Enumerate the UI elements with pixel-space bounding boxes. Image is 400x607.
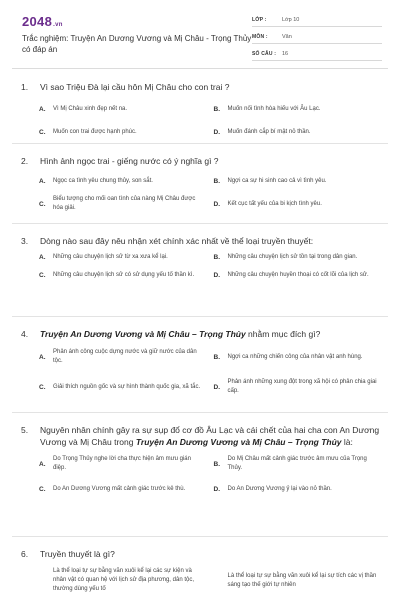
- option-grid: [12, 253, 388, 280]
- meta-row-class: [252, 13, 382, 27]
- question-stem: [12, 81, 388, 93]
- option-letter: A.: [39, 353, 46, 361]
- question-list: [12, 70, 388, 607]
- question-text: Truyền thuyết là gì?: [40, 549, 115, 559]
- option-b[interactable]: [214, 567, 389, 594]
- meta-count-value: 16: [282, 50, 289, 57]
- question-3: [12, 224, 388, 317]
- meta-subject-key: MÔN :: [252, 33, 268, 40]
- option-text: Những câu chuyện lịch sử có sử dụng yếu tố thần kì.: [53, 272, 195, 278]
- option-text: Những câu chuyện lịch sử từ xa xưa kể lại.: [53, 254, 168, 260]
- option-b[interactable]: [214, 177, 389, 186]
- option-text: Ngợi ca những chiến công của nhân vật anh hùng.: [227, 353, 363, 360]
- option-letter: A.: [39, 178, 46, 185]
- option-a[interactable]: [39, 177, 214, 186]
- meta-class-value: Lớp 10: [282, 16, 300, 23]
- question-2: [12, 144, 388, 224]
- option-letter: B.: [213, 460, 220, 468]
- question-number: 4.: [21, 329, 29, 339]
- option-letter: D.: [213, 129, 220, 136]
- option-letter: D.: [213, 486, 220, 493]
- page-title: Trắc nghiệm: Truyện An Dương Vương và Mị Châu - Trọng Thủy có đáp án: [22, 34, 252, 54]
- option-text: Biểu tượng cho mối oan tình của nàng Mị Châu được hóa giải.: [53, 196, 196, 211]
- option-letter: C.: [39, 272, 46, 279]
- question-stem: [12, 235, 388, 247]
- option-letter: C.: [39, 486, 46, 493]
- question-number: 3.: [21, 236, 29, 246]
- option-text: Ngợi ca sự hi sinh cao cả vì tình yêu.: [227, 178, 327, 184]
- meta-class-key: LỚP :: [252, 16, 267, 23]
- question-4: [12, 317, 388, 413]
- option-text: Là thể loại tự sự bằng văn xuôi kể lại sự tích các vị thần sáng tạo thế giới tự nhiên: [227, 572, 377, 588]
- option-text: Do An Dương Vương ỷ lại vào nỏ thần.: [227, 486, 332, 492]
- option-letter: D.: [213, 272, 220, 279]
- question-text-tail: là:: [341, 437, 353, 447]
- option-text: Giải thích nguồn gốc và sự hình thành quốc gia, xã tắc.: [53, 383, 201, 390]
- option-letter: B.: [213, 254, 220, 261]
- option-c[interactable]: [39, 378, 214, 396]
- question-text: Hình ảnh ngọc trai - giếng nước có ý nghĩa gì ?: [40, 156, 219, 166]
- logo-text: 2048: [22, 14, 53, 29]
- meta-info: [252, 13, 382, 64]
- meta-subject-value: Văn: [282, 33, 292, 40]
- option-d[interactable]: [214, 271, 389, 280]
- option-grid: [12, 177, 388, 213]
- question-6: [12, 537, 388, 607]
- option-c[interactable]: [39, 195, 214, 213]
- question-stem: [12, 548, 388, 560]
- option-letter: C.: [39, 383, 46, 391]
- option-a[interactable]: [39, 105, 214, 114]
- option-text: Muốn đánh cắp bí mật nỏ thần.: [227, 129, 311, 135]
- logo-suffix: .vn: [53, 22, 63, 28]
- question-number: 6.: [21, 549, 29, 559]
- question-number: 2.: [21, 156, 29, 166]
- question-5: [12, 413, 388, 537]
- option-letter: A.: [39, 254, 46, 261]
- work-title: Truyện An Dương Vương và Mị Châu – Trọng Thủy: [40, 329, 246, 339]
- option-b[interactable]: [214, 105, 389, 114]
- option-text: Là thể loại tự sự bằng văn xuôi kể lại các sự kiện và nhân vật có quan hệ với lịch sử địa phương, dân tộc, thường dùng yếu tố: [53, 568, 194, 592]
- question-number: 5.: [21, 425, 29, 435]
- meta-row-count: [252, 47, 382, 61]
- option-text: Do An Dương Vương mất cảnh giác trước kẻ thù.: [53, 486, 186, 492]
- option-text: Vì Mị Châu xinh đẹp nết na.: [53, 106, 128, 112]
- option-text: Muốn nối tình hòa hiếu với Âu Lạc.: [227, 106, 321, 112]
- work-title: Truyện An Dương Vương và Mị Châu – Trọng Thủy: [135, 437, 342, 447]
- option-text: Muốn con trai được hạnh phúc.: [53, 129, 137, 135]
- option-d[interactable]: [214, 128, 389, 137]
- option-d[interactable]: [214, 485, 389, 494]
- option-a[interactable]: [39, 348, 214, 366]
- option-grid: [12, 455, 388, 494]
- option-text: Do Trọng Thủy nghe lời cha thực hiện âm mưu gián điệp.: [53, 456, 191, 471]
- option-b[interactable]: [214, 253, 389, 262]
- option-letter: B.: [213, 353, 220, 361]
- option-d[interactable]: [214, 378, 389, 396]
- option-letter: A.: [39, 106, 46, 113]
- question-text: [40, 424, 388, 448]
- option-text: Phản ánh công cuộc dựng nước và giữ nước của dân tộc.: [53, 349, 197, 364]
- option-text: Ngọc ca tình yêu chung thủy, son sắt.: [53, 178, 153, 184]
- option-grid: [12, 567, 388, 594]
- option-a[interactable]: [39, 253, 214, 262]
- option-text: Do Mị Châu mất cảnh giác trước âm mưu của Trọng Thủy.: [227, 456, 367, 471]
- header-divider: [12, 68, 388, 69]
- option-grid: [12, 105, 388, 137]
- option-letter: A.: [39, 460, 46, 468]
- option-letter: B.: [213, 178, 220, 185]
- question-stem: [12, 424, 388, 448]
- option-b[interactable]: [214, 455, 389, 473]
- option-text: Những câu chuyện lịch sử tồn tại trong dân gian.: [227, 254, 358, 260]
- option-c[interactable]: [39, 271, 214, 280]
- site-logo[interactable]: [22, 14, 63, 29]
- page-header: [0, 0, 400, 68]
- meta-count-key: SỐ CÂU :: [252, 50, 277, 57]
- question-stem: [12, 328, 388, 340]
- option-a[interactable]: [39, 567, 214, 594]
- option-grid: [12, 348, 388, 396]
- option-b[interactable]: [214, 348, 389, 366]
- question-number: 1.: [21, 82, 29, 92]
- option-a[interactable]: [39, 455, 214, 473]
- question-text: Dòng nào sau đây nêu nhận xét chính xác nhất về thể loại truyền thuyết:: [40, 236, 314, 246]
- option-text: Những câu chuyện huyền thoại có cốt lõi của lịch sử.: [227, 272, 369, 278]
- option-letter: C.: [39, 129, 46, 136]
- option-c[interactable]: [39, 485, 214, 494]
- meta-row-subject: [252, 30, 382, 44]
- question-stem: [12, 155, 388, 167]
- question-text: Vì sao Triệu Đà lại cầu hôn Mị Châu cho con trai ?: [40, 82, 230, 92]
- question-text-head: Nguyên nhân chính gây ra sự sụp đổ cơ đồ Âu Lạc và cái chết của hai cha con An Dương Vương và Mị Châu trong: [40, 425, 380, 447]
- option-c[interactable]: [39, 128, 214, 137]
- option-text: Kết cục tất yếu của bi kịch tình yêu.: [227, 200, 322, 207]
- option-letter: D.: [213, 200, 220, 208]
- option-letter: C.: [39, 200, 46, 208]
- option-d[interactable]: [214, 195, 389, 213]
- question-1: [12, 70, 388, 144]
- option-letter: B.: [213, 106, 220, 113]
- option-letter: D.: [213, 383, 220, 391]
- question-text-tail: nhằm mục đích gì?: [245, 329, 321, 339]
- question-text: [40, 328, 388, 340]
- option-text: Phản ánh những xung đột trong xã hội có phân chia giai cấp.: [227, 379, 377, 394]
